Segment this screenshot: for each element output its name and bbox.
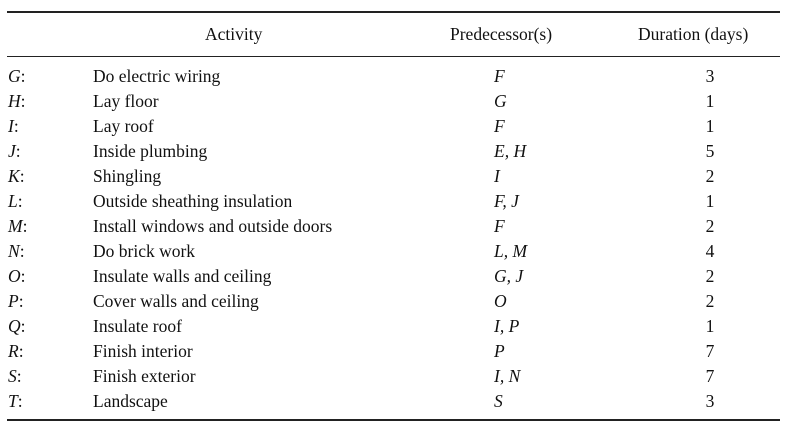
activity-predecessors: E, H — [494, 141, 527, 161]
activity-duration: 1 — [705, 116, 715, 136]
table-header-rule — [7, 56, 780, 57]
table-row — [0, 189, 787, 214]
activity-description: Insulate walls and ceiling — [93, 266, 272, 286]
table-row — [0, 314, 787, 339]
activity-duration: 3 — [705, 391, 715, 411]
table-row — [0, 89, 787, 114]
activity-description: Cover walls and ceiling — [93, 291, 259, 311]
activity-predecessors: O — [494, 291, 507, 311]
activity-predecessors: L, M — [494, 241, 528, 261]
activity-duration: 2 — [705, 166, 715, 186]
activity-predecessors: F — [494, 116, 505, 136]
activity-duration: 4 — [705, 241, 715, 261]
activity-predecessors: I — [494, 166, 500, 186]
activity-letter: N: — [8, 241, 25, 261]
table-row — [0, 389, 787, 414]
table-row — [0, 114, 787, 139]
activity-description: Do brick work — [93, 241, 196, 261]
activity-letter: R: — [8, 341, 24, 361]
activity-predecessors: P — [494, 341, 505, 361]
activity-duration: 1 — [705, 191, 715, 211]
table-row — [0, 289, 787, 314]
activity-letter: S: — [8, 366, 22, 386]
table-body — [0, 64, 787, 414]
table-row — [0, 339, 787, 364]
table-row — [0, 264, 787, 289]
table-row — [0, 214, 787, 239]
header-predecessors: Predecessor(s) — [450, 24, 553, 44]
activity-description: Inside plumbing — [93, 141, 208, 161]
activity-description: Landscape — [93, 391, 168, 411]
activity-duration: 1 — [705, 91, 715, 111]
table-top-rule — [7, 11, 780, 13]
activity-description: Lay roof — [93, 116, 154, 136]
activity-letter: M: — [8, 216, 28, 236]
activity-description: Outside sheathing insulation — [93, 191, 293, 211]
activity-predecessors: F, J — [494, 191, 519, 211]
activity-letter: Q: — [8, 316, 26, 336]
table-row — [0, 364, 787, 389]
activity-predecessors: S — [494, 391, 503, 411]
activity-predecessors: G — [494, 91, 507, 111]
activity-letter: L: — [8, 191, 23, 211]
activity-predecessors: I, P — [494, 316, 520, 336]
table-row — [0, 139, 787, 164]
activity-predecessors: G, J — [494, 266, 524, 286]
activity-description: Do electric wiring — [93, 66, 221, 86]
activity-letter: O: — [8, 266, 26, 286]
header-activity: Activity — [205, 24, 263, 44]
activity-predecessors: F — [494, 66, 505, 86]
activity-duration: 5 — [705, 141, 715, 161]
activity-description: Shingling — [93, 166, 162, 186]
activity-duration: 7 — [705, 341, 715, 361]
activity-letter: I: — [8, 116, 19, 136]
activity-description: Lay floor — [93, 91, 159, 111]
activity-letter: P: — [8, 291, 24, 311]
header-duration: Duration (days) — [638, 24, 749, 44]
activity-duration: 1 — [705, 316, 715, 336]
activity-duration: 2 — [705, 216, 715, 236]
activity-description: Finish exterior — [93, 366, 196, 386]
activity-description: Insulate roof — [93, 316, 182, 336]
activity-duration: 2 — [705, 266, 715, 286]
activity-predecessors: I, N — [494, 366, 521, 386]
table-bottom-rule — [7, 419, 780, 421]
table-row — [0, 164, 787, 189]
activity-predecessors: F — [494, 216, 505, 236]
activity-duration: 3 — [705, 66, 715, 86]
activity-letter: J: — [8, 141, 21, 161]
table-row — [0, 64, 787, 89]
activity-letter: T: — [8, 391, 23, 411]
activity-letter: G: — [8, 66, 26, 86]
activity-duration: 7 — [705, 366, 715, 386]
activity-description: Install windows and outside doors — [93, 216, 333, 236]
table-row — [0, 239, 787, 264]
activity-description: Finish interior — [93, 341, 193, 361]
activity-letter: K: — [8, 166, 25, 186]
activity-duration: 2 — [705, 291, 715, 311]
activity-letter: H: — [8, 91, 26, 111]
